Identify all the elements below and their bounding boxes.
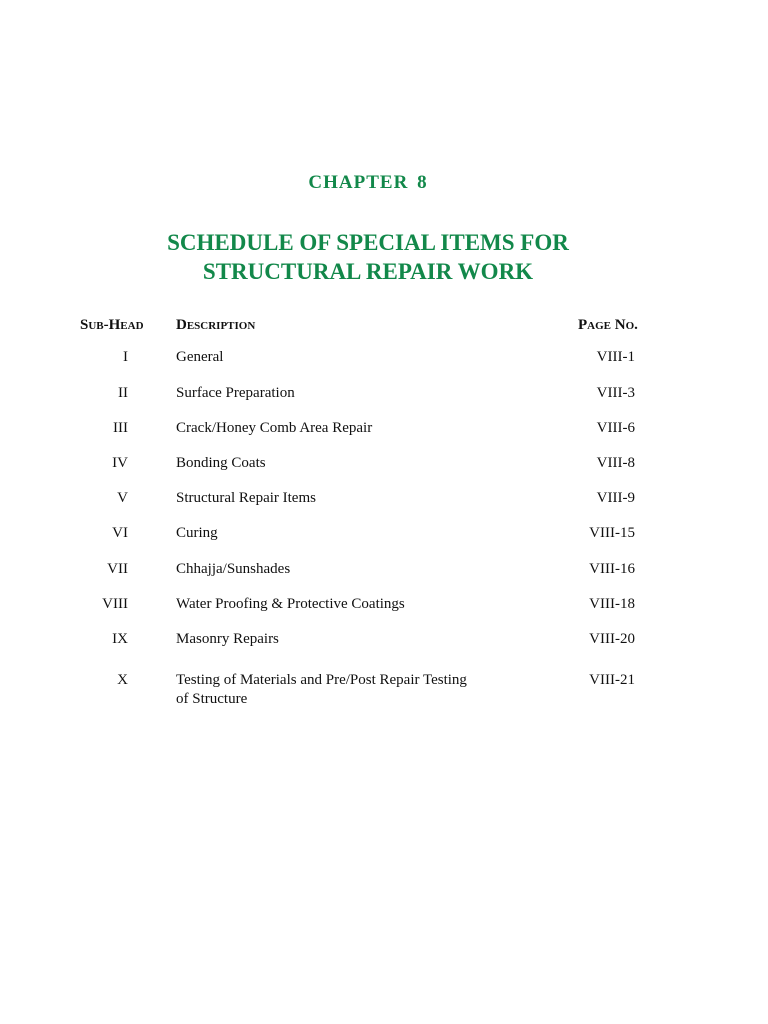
row-subhead: VI: [112, 525, 128, 541]
row-description: General: [176, 349, 224, 365]
row-page: VIII-6: [596, 420, 635, 436]
row-description: Bonding Coats: [176, 455, 266, 471]
row-page: VIII-20: [589, 631, 635, 647]
row-page: VIII-15: [589, 525, 635, 541]
row-subhead: IX: [112, 631, 128, 647]
row-description: Masonry Repairs: [176, 631, 279, 647]
row-page: VIII-1: [596, 349, 635, 365]
column-header-description: Description: [176, 317, 256, 333]
row-page: VIII-18: [589, 596, 635, 612]
row-description: Surface Preparation: [176, 385, 295, 401]
row-description: Testing of Materials and Pre/Post Repair Testing of Structure: [176, 672, 467, 707]
row-subhead: VIII: [102, 596, 128, 612]
row-description: Water Proofing & Protective Coatings: [176, 596, 405, 612]
row-page: VIII-16: [589, 561, 635, 577]
row-subhead: II: [118, 385, 128, 401]
row-subhead: I: [123, 349, 128, 365]
row-description: Structural Repair Items: [176, 490, 316, 506]
chapter-label: CHAPTER 8: [308, 172, 428, 193]
row-subhead: IV: [112, 455, 128, 471]
row-subhead: III: [113, 420, 128, 436]
row-description: Curing: [176, 525, 218, 541]
column-header-page: Page No.: [578, 317, 638, 333]
row-page: VIII-21: [589, 672, 635, 688]
row-page: VIII-9: [596, 490, 635, 506]
title-line-2: STRUCTURAL REPAIR WORK: [202, 259, 534, 284]
page-title: [0, 228, 736, 286]
row-description: Chhajja/Sunshades: [176, 561, 291, 577]
row-subhead: V: [117, 490, 128, 506]
title-line-1: SCHEDULE OF SPECIAL ITEMS FOR: [167, 230, 569, 255]
row-page: VIII-3: [596, 385, 635, 401]
column-header-subhead: Sub-Head: [80, 317, 144, 333]
row-description: Crack/Honey Comb Area Repair: [176, 420, 373, 436]
row-page: VIII-8: [596, 455, 635, 471]
row-subhead: VII: [107, 561, 128, 577]
row-subhead: X: [117, 672, 128, 688]
